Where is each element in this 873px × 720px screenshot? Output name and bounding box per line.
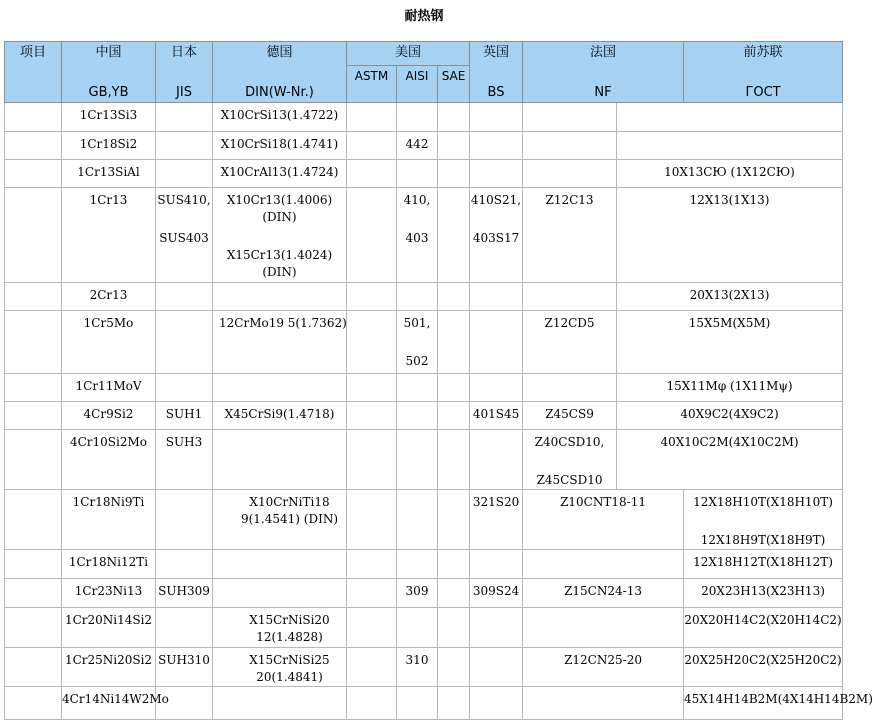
cell-gost (617, 188, 843, 282)
cell-bs (470, 373, 523, 401)
cell-nf (523, 550, 684, 578)
header-uk: 英国 BS (470, 42, 523, 103)
cell-sae (438, 607, 470, 647)
cell-item (5, 607, 62, 647)
cell-din (213, 160, 347, 188)
cell-item (5, 647, 62, 686)
cell-aisi (397, 607, 438, 647)
cell-text: 12(1.4828) (256, 629, 323, 644)
cell-bs (470, 578, 523, 607)
cell-astm (347, 686, 397, 719)
cell-bs (470, 550, 523, 578)
cell-text: (DIN) (262, 210, 297, 225)
table-row (5, 550, 843, 578)
cell-gb: 1Cr13Si3 (62, 103, 156, 132)
cell-text: X45CrSi9(1.4718) (224, 407, 335, 421)
cell-aisi (397, 310, 438, 373)
header-row-top (5, 42, 843, 66)
cell-aisi (397, 373, 438, 401)
cell-gost (684, 686, 873, 719)
cell-din (213, 607, 347, 647)
cell-gost (617, 402, 843, 430)
cell-item (5, 686, 62, 719)
cell-sae (438, 160, 470, 188)
cell-astm (347, 310, 397, 373)
cell-aisi (397, 490, 438, 550)
cell-nf (523, 373, 617, 401)
cell-gb: 1Cr18Ni12Ti (62, 550, 156, 578)
table-row (5, 282, 843, 310)
cell-text: 410S21, (470, 193, 522, 208)
cell-text: 12X18H12T(X18H12T) (693, 555, 833, 570)
cell-jis: SUH310 (156, 647, 213, 686)
cell-text: Z45CS9 (545, 407, 594, 421)
cell-gb: 1Cr18Ni9Ti (62, 490, 156, 550)
cell-text: 20(1.4841) (256, 669, 323, 684)
cell-jis (156, 550, 213, 578)
cell-astm (347, 490, 397, 550)
cell-nf (523, 310, 617, 373)
table-row (5, 430, 843, 490)
cell-text: 40X10C2M(4X10C2M) (660, 435, 799, 450)
cell-nf (523, 578, 684, 607)
cell-text: Z12C13 (545, 193, 594, 208)
cell-gost (617, 160, 843, 188)
cell-item (5, 578, 62, 607)
cell-gost (617, 282, 843, 310)
cell-astm (347, 188, 397, 282)
cell-astm (347, 132, 397, 160)
table-row (5, 310, 843, 373)
cell-aisi (397, 160, 438, 188)
cell-text: Z15CN24-13 (564, 583, 642, 598)
cell-gb: 1Cr20Ni14Si2 (62, 607, 156, 647)
cell-din (213, 686, 347, 719)
cell-jis: SUH309 (156, 578, 213, 607)
table-row (5, 578, 843, 607)
cell-gost (684, 607, 843, 647)
cell-text: 501, (403, 315, 431, 330)
cell-nf (523, 686, 684, 719)
cell-text: 309 (405, 583, 429, 598)
cell-gost (617, 132, 843, 160)
table-row (5, 188, 843, 282)
cell-din (213, 550, 347, 578)
cell-text: X10CrSi13(1.4722) (220, 108, 339, 123)
cell-aisi (397, 188, 438, 282)
cell-gb: 4Cr9Si2 (62, 402, 156, 430)
cell-nf (523, 188, 617, 282)
table-row (5, 490, 843, 550)
cell-gost (617, 310, 843, 373)
cell-gost (617, 103, 843, 132)
cell-nf (523, 103, 617, 132)
cell-gb: 1Cr11MoV (62, 373, 156, 401)
cell-bs (470, 132, 523, 160)
cell-din (213, 430, 347, 490)
cell-text: X10Cr13(1.4006) (226, 193, 333, 208)
cell-jis (156, 373, 213, 401)
cell-text: 20X20H14C2(X20H14C2) (684, 612, 842, 627)
table-row (5, 686, 843, 719)
header-aisi: AISI (397, 66, 438, 103)
cell-bs (470, 103, 523, 132)
cell-sae (438, 310, 470, 373)
cell-gb: 2Cr13 (62, 282, 156, 310)
table-row (5, 402, 843, 430)
cell-bs (470, 686, 523, 719)
cell-text: 321S20 (472, 495, 520, 510)
cell-astm (347, 647, 397, 686)
cell-astm (347, 282, 397, 310)
cell-jis (156, 607, 213, 647)
cell-item (5, 132, 62, 160)
cell-gb: 1Cr25Ni20Si2 (62, 647, 156, 686)
cell-gost (684, 578, 843, 607)
cell-gb: 4Cr10Si2Mo (62, 430, 156, 490)
cell-text: 9(1.4541) (DIN) (240, 512, 339, 527)
cell-din (213, 310, 347, 373)
cell-nf (523, 647, 684, 686)
header-ussr: 前苏联 ГОСТ (684, 42, 843, 103)
cell-text: Z45CSD10 (536, 473, 603, 488)
cell-text: 403S17 (472, 231, 520, 246)
cell-jis (156, 132, 213, 160)
header-china: 中国 GB,YB (62, 42, 156, 103)
cell-item (5, 103, 62, 132)
cell-astm (347, 607, 397, 647)
cell-text: X15CrNiSi25 (249, 652, 330, 667)
cell-astm (347, 103, 397, 132)
cell-item (5, 550, 62, 578)
cell-text: 20X13(2X13) (689, 287, 770, 302)
cell-sae (438, 373, 470, 401)
cell-text: 40X9C2(4X9C2) (680, 407, 779, 421)
cell-text: 15X5M(X5M) (688, 315, 771, 330)
cell-astm (347, 402, 397, 430)
cell-gost (684, 490, 843, 550)
cell-bs (470, 430, 523, 490)
page-title: 耐热钢 (404, 9, 444, 24)
cell-sae (438, 188, 470, 282)
cell-text: 12CrMo19 5(1.7362) (219, 315, 347, 330)
header-usa: 美国 (347, 42, 470, 66)
cell-text: 45X14H14B2M(4X14H14B2M) (684, 691, 873, 706)
cell-jis: SUH3 (156, 430, 213, 490)
cell-text: 410, (403, 193, 431, 208)
cell-gb: 1Cr23Ni13 (62, 578, 156, 607)
cell-text: 12X18H9T(X18H9T) (700, 533, 826, 548)
cell-text: 20X23H13(X23H13) (701, 583, 825, 598)
cell-item (5, 490, 62, 550)
cell-item (5, 430, 62, 490)
cell-text: Z10CNT18-11 (560, 495, 646, 510)
cell-item (5, 402, 62, 430)
cell-din (213, 103, 347, 132)
cell-text: 403 (405, 231, 429, 246)
cell-gost (684, 647, 843, 686)
cell-jis (156, 160, 213, 188)
cell-din (213, 490, 347, 550)
table-row (5, 132, 843, 160)
cell-sae (438, 686, 470, 719)
cell-item (5, 282, 62, 310)
cell-gb: 4Cr14Ni14W2Mo (62, 686, 156, 719)
header-japan: 日本 JIS (156, 42, 213, 103)
cell-text: 442 (405, 137, 429, 152)
cell-text: 502 (405, 353, 429, 368)
cell-bs (470, 160, 523, 188)
cell-jis (156, 103, 213, 132)
cell-astm (347, 430, 397, 490)
header-sae: SAE (438, 66, 470, 103)
cell-sae (438, 103, 470, 132)
cell-jis: SUH1 (156, 402, 213, 430)
cell-bs (470, 188, 523, 282)
cell-aisi (397, 132, 438, 160)
cell-jis (156, 310, 213, 373)
cell-aisi (397, 578, 438, 607)
cell-gost (684, 550, 843, 578)
cell-sae (438, 550, 470, 578)
cell-bs (470, 402, 523, 430)
cell-nf (523, 282, 617, 310)
cell-sae (438, 647, 470, 686)
cell-gb: 1Cr13 (62, 188, 156, 282)
cell-gb: 1Cr13SiAl (62, 160, 156, 188)
cell-text: X15Cr13(1.4024) (226, 248, 333, 263)
cell-text: 309S24 (472, 583, 520, 598)
cell-text: 12X13(1X13) (689, 193, 770, 208)
cell-bs (470, 647, 523, 686)
cell-text: SUS410, (157, 193, 211, 208)
cell-aisi (397, 550, 438, 578)
cell-gb: 1Cr5Mo (62, 310, 156, 373)
cell-aisi (397, 647, 438, 686)
header-item: 项目 (5, 42, 62, 103)
cell-astm (347, 373, 397, 401)
cell-item (5, 310, 62, 373)
cell-gost (617, 373, 843, 401)
cell-sae (438, 132, 470, 160)
cell-item (5, 373, 62, 401)
cell-text: X10CrSi18(1.4741) (220, 137, 339, 152)
cell-text: X10CrAl13(1.4724) (220, 165, 339, 180)
cell-text: X15CrNiSi20 (249, 612, 330, 627)
cell-bs (470, 490, 523, 550)
cell-astm (347, 160, 397, 188)
cell-jis (156, 188, 213, 282)
cell-item (5, 188, 62, 282)
cell-din (213, 282, 347, 310)
header-france: 法国 NF (523, 42, 684, 103)
cell-astm (347, 578, 397, 607)
cell-din (213, 132, 347, 160)
cell-bs (470, 282, 523, 310)
cell-nf (523, 490, 684, 550)
cell-aisi (397, 402, 438, 430)
cell-aisi (397, 686, 438, 719)
heat-resistant-steel-table (4, 41, 873, 720)
cell-text: 310 (405, 652, 429, 667)
cell-jis (156, 282, 213, 310)
cell-item (5, 160, 62, 188)
cell-text: 15X11Mφ (1X11Mψ) (666, 378, 793, 393)
table-row (5, 607, 843, 647)
cell-din (213, 647, 347, 686)
cell-text: Z40CSD10, (534, 435, 605, 450)
cell-nf (523, 402, 617, 430)
table-row (5, 160, 843, 188)
cell-din (213, 188, 347, 282)
cell-sae (438, 402, 470, 430)
cell-aisi (397, 103, 438, 132)
cell-text: X10CrNiTi18 (249, 495, 330, 510)
cell-jis (156, 490, 213, 550)
cell-nf (523, 430, 617, 490)
header-astm: ASTM (347, 66, 397, 103)
cell-din (213, 578, 347, 607)
cell-text: 20X25H20C2(X25H20C2) (684, 652, 842, 667)
cell-astm (347, 550, 397, 578)
cell-text: 10X13СЮ (1X12СЮ) (664, 165, 795, 180)
cell-nf (523, 160, 617, 188)
cell-bs (470, 310, 523, 373)
cell-text: Z12CN25-20 (564, 652, 642, 667)
table-row (5, 647, 843, 686)
cell-gost (617, 430, 843, 490)
cell-sae (438, 578, 470, 607)
header-germany: 德国 DIN(W-Nr.) (213, 42, 347, 103)
cell-nf (523, 607, 684, 647)
cell-text: SUS403 (159, 231, 209, 246)
cell-text: 12X18H10T(X18H10T) (693, 495, 833, 510)
cell-bs (470, 607, 523, 647)
cell-aisi (397, 430, 438, 490)
cell-gb: 1Cr18Si2 (62, 132, 156, 160)
cell-sae (438, 282, 470, 310)
cell-din (213, 402, 347, 430)
table-row (5, 103, 843, 132)
cell-sae (438, 430, 470, 490)
cell-text: (DIN) (262, 265, 297, 280)
cell-din (213, 373, 347, 401)
cell-text: 401S45 (472, 407, 520, 421)
cell-sae (438, 490, 470, 550)
cell-aisi (397, 282, 438, 310)
cell-nf (523, 132, 617, 160)
table-row (5, 373, 843, 401)
cell-text: Z12CD5 (544, 315, 595, 330)
